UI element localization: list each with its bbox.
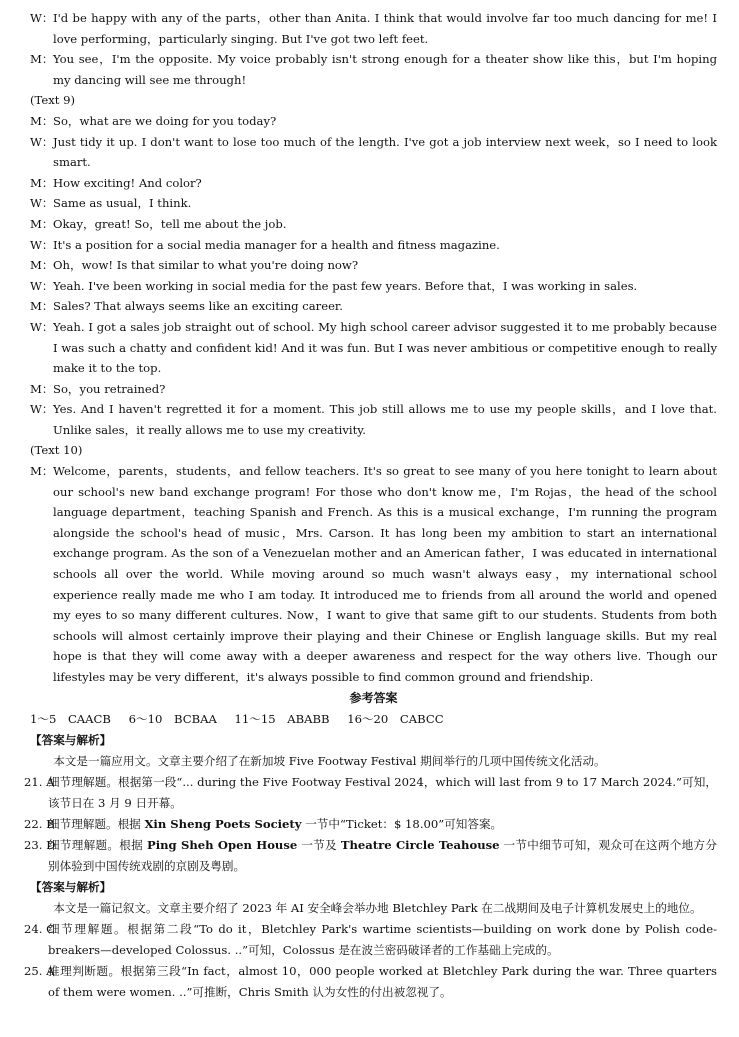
dialogue-top xyxy=(30,8,717,90)
section-intro: 本文是一篇应用文。文章主要介绍了在新加坡 Five Footway Festival 期间举行的几项中国传统文化活动。 xyxy=(53,753,606,768)
dialogue-line: W： Yeah. I got a sales job straight out of school. My high school career advisor suggested it to me probably because I was such a chatty and confident kid! And it was fun. But I was never ambitious or competitive enough to really make it to the top. xyxy=(30,319,717,376)
dialogue-line: W： Yeah. I've been working in social media for the past few years. Before that，I was working in sales. xyxy=(30,278,638,293)
dialogue-line: W： Just tidy it up. I don't want to lose too much of the length. I've got a job interview next week，so I need to look smart. xyxy=(30,134,717,170)
answer-item: 22. B 细节理解题。根据 Xin Sheng Poets Society 一节中“Ticket：$ 18.00”可知答案。 xyxy=(24,816,503,831)
section-intro: 本文是一篇记叙文。文章主要介绍了 2023 年 AI 安全峰会举办地 Bletchley Park 在二战期间及电子计算机发展史上的地位。 xyxy=(53,900,702,915)
dialogue-line: W： I'd be happy with any of the parts，other than Anita. I think that would involve far too much dancing for me! I love performing，particularly singing. But I've got two left feet. xyxy=(30,11,717,46)
dialogue-line: W： Yes. And I haven't regretted it for a moment. This job still allows me to use my people skills，and I love that. Unlike sales，it really allows me to use my creativity. xyxy=(30,402,717,437)
answer-group: 16～20 CABCC xyxy=(347,711,444,726)
dialogue-line: M： How exciting! And color? xyxy=(30,175,202,190)
answer-title: 参考答案 xyxy=(349,690,398,705)
explanation-section-2 xyxy=(24,877,717,1003)
dialogue-line: W： It's a position for a social media manager for a health and fitness magazine. xyxy=(30,237,500,252)
answer-item: 21. A 细节理解题。根据第一段“... during the Five Footway Festival 2024，which will last from 9 to 17 March 2024.”可知，该节日在 3 月 9 日开幕。 xyxy=(24,774,717,810)
dialogue-line: M： Oh，wow! Is that similar to what you're doing now? xyxy=(30,258,359,273)
dialogue-line: M： So，what are we doing for you today? xyxy=(30,113,277,128)
text-10-monologue: M： Welcome，parents，students，and fellow teachers. It's so great to see many of you here tonight to learn about our school's new band exchange program! For those who don't know me，I'm Rojas，the head of the school language department，teaching Spanish and French. As this is a musical exchange，I'm running the program alongside the school's head of music，Mrs. Carson. It has long been my ambition to start an international exchange program. As the son of a Venezuelan mother and an American father，I was educated in international schools all over the world. While moving around so much wasn't always easy，my international school experience really made me who I am today. It introduced me to friends from all around the world and opened my eyes to so many different cultures. Now，I want to give that same gift to our students. Students from both schools will almost certainly improve their playing and their Chinese or English language skills. But my real hope is that they will come away with a deeper awareness and respect for the way others live. Though our lifestyles may be very different，it's always possible to find common ground and friendship. xyxy=(30,464,717,684)
text-9-dialogue xyxy=(30,111,717,441)
explanation-section-1 xyxy=(24,730,718,877)
answer-key xyxy=(30,709,717,730)
dialogue-line: M： So，you retrained? xyxy=(30,381,166,396)
answer-group: 11～15 ABABB xyxy=(234,711,330,726)
dialogue-line: W： Same as usual，I think. xyxy=(30,196,192,211)
answer-group: 1～5 CAACB xyxy=(30,711,111,726)
dialogue-line: M： You see，I'm the opposite. My voice probably isn't strong enough for a theater show like this，but I'm hoping my dancing will see me through! xyxy=(30,52,717,87)
text-9-label: (Text 9) xyxy=(30,93,75,108)
answer-item: 24. C 细节理解题。根据第二段“To do it，Bletchley Park's wartime scientists—building on work done by Polish code-breakers—developed Colossus. ..”可知，Colossus 是在波兰密码破译者的工作基础上完成的。 xyxy=(24,921,717,957)
section-heading: 【答案与解析】 xyxy=(30,732,112,747)
answer-item: 23. D 细节理解题。根据 Ping Sheh Open House 一节及 Theatre Circle Teahouse 一节中细节可知，观众可在这两个地方分别体验到中国传统戏剧的京剧及粤剧。 xyxy=(24,837,718,873)
section-heading: 【答案与解析】 xyxy=(30,879,112,894)
answer-group: 6～10 BCBAA xyxy=(128,711,217,726)
dialogue-line: M： Sales? That always seems like an exciting career. xyxy=(30,299,343,314)
text-10-label: (Text 10) xyxy=(30,443,83,458)
answer-item: 25. A 推理判断题。根据第三段“In fact，almost 10，000 people worked at Bletchley Park during the war. Three quarters of them were women. ..”可推断，Chris Smith 认为女性的付出被忽视了。 xyxy=(24,963,717,999)
dialogue-line: M： Okay，great! So，tell me about the job. xyxy=(30,216,287,231)
